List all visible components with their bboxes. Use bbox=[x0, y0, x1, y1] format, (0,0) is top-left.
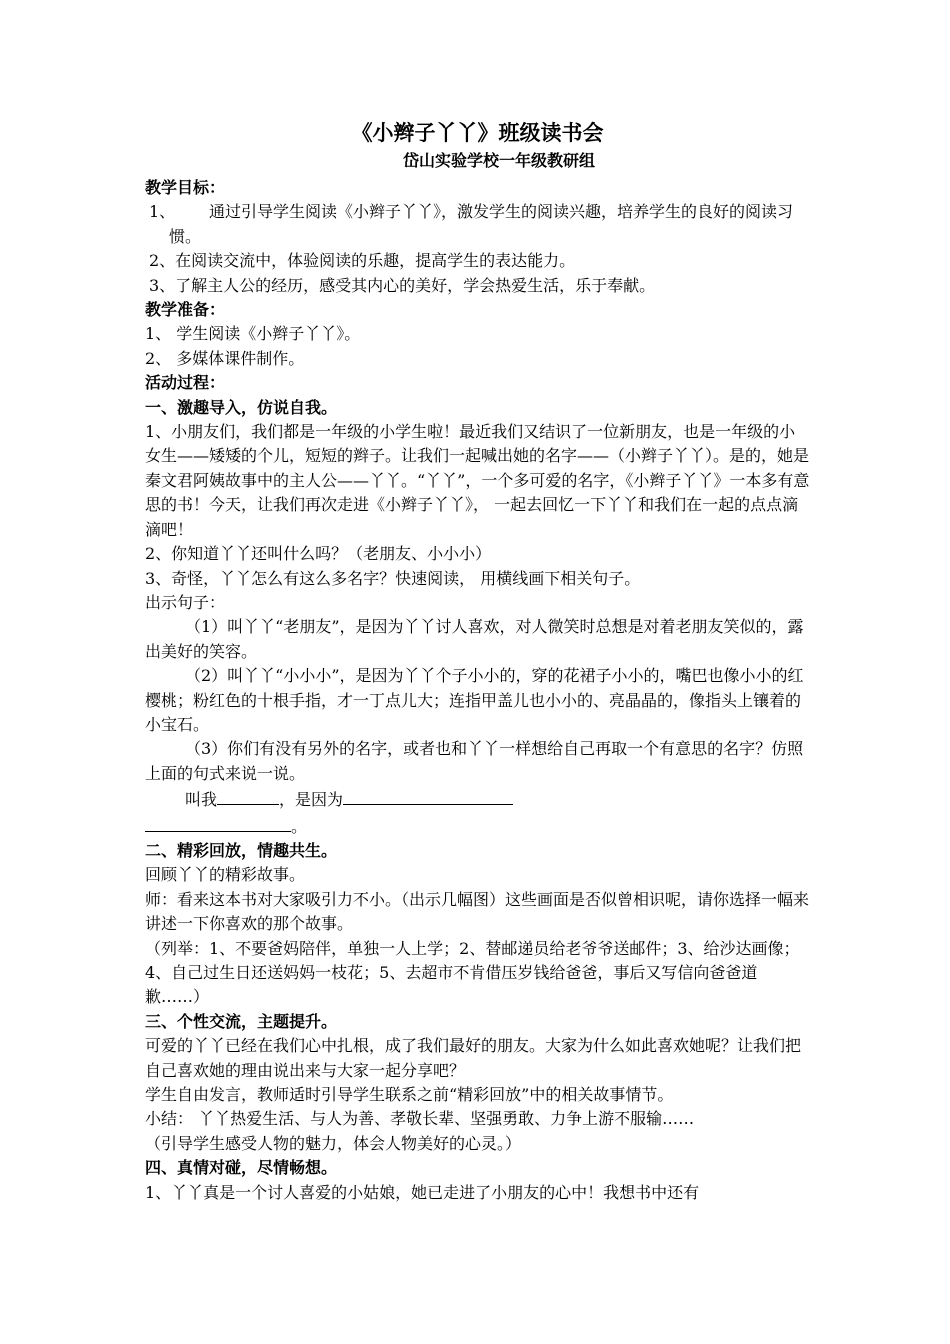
section-4-heading: 四、真情对碰，尽情畅想。 bbox=[145, 1158, 338, 1178]
section-1-paragraph-2: 2、你知道丫丫还叫什么吗？（老朋友、小小小） bbox=[145, 544, 492, 564]
sentence-3: （3）你们有没有另外的名字，或者也和丫丫一样想给自己再取一个有意思的名字？仿照上面的句式来说一说。 bbox=[145, 739, 804, 783]
process-heading: 活动过程： bbox=[145, 373, 226, 393]
goal-item-2: 2、在阅读交流中，体验阅读的乐趣，提高学生的表达能力。 bbox=[149, 251, 576, 271]
sentence-2: （2）叫丫丫“小小小”，是因为丫丫个子小小的，穿的花裙子小小的，嘴巴也像小小的红樱桃；粉红色的十根手指，才一丁点儿大；连指甲盖儿也小小的、亮晶晶的，像指头上镶着的小宝石。 bbox=[145, 666, 804, 734]
fill-prefix: 叫我 bbox=[185, 790, 218, 810]
section-3-paragraph-2: 学生自由发言，教师适时引导学生联系之前“精彩回放”中的相关故事情节。 bbox=[145, 1085, 674, 1105]
section-3-paragraph-3: 小结： 丫丫热爱生活、与人为善、孝敬长辈、坚强勇敢、力争上游不服输…… bbox=[145, 1109, 695, 1129]
prep-heading: 教学准备： bbox=[145, 300, 226, 320]
sentence-1: （1）叫丫丫“老朋友”，是因为丫丫讨人喜欢，对人微笑时总想是对着老朋友笑似的，露出美好的笑容。 bbox=[145, 617, 804, 661]
section-1-heading: 一、激趣导入，仿说自我。 bbox=[145, 397, 338, 417]
fill-middle: ，是因为 bbox=[279, 790, 344, 810]
document-author: 岱山实验学校一年级教研组 bbox=[403, 151, 596, 170]
goal-item-3: 3、了解主人公的经历，感受其内心的美好，学会热爱生活，乐于奉献。 bbox=[149, 275, 656, 295]
section-2-heading: 二、精彩回放，情趣共生。 bbox=[145, 840, 338, 860]
section-2-paragraph-2: 师：看来这本书对大家吸引力不小。（出示几幅图）这些画面是否似曾相识呢，请你选择一幅来讲述一下你喜欢的那个故事。 bbox=[145, 889, 810, 934]
goals-heading: 教学目标： bbox=[145, 178, 226, 197]
section-2-paragraph-1: 回顾丫丫的精彩故事。 bbox=[145, 865, 306, 885]
section-1-paragraph-4: 出示句子： bbox=[145, 592, 226, 612]
goal-item-1 bbox=[145, 200, 810, 249]
section-1-paragraph-3: 3、奇怪，丫丫怎么有这么多名字？快速阅读， 用横线画下相关句子。 bbox=[145, 568, 641, 588]
section-3-paragraph-1: 可爱的丫丫已经在我们心中扎根，成了我们最好的朋友。大家为什么如此喜欢她呢？让我们把自己喜欢她的理由说出来与大家一起分享吧？ bbox=[145, 1036, 802, 1080]
section-1-paragraph-1: 1、小朋友们，我们都是一年级的小学生啦！最近我们又结识了一位新朋友，也是一年级的小女生——矮矮的个儿，短短的辫子。让我们一起喊出她的名字——（小辫子丫丫）。是的，她是秦文君阿姨故事中的主人公——丫丫。“丫丫”，一个多可爱的名字，《小辫子丫丫》一本多有意思的书！今天，让我们再次走进《小辫子丫丫》， 一起去回忆一下丫丫和我们在一起的点点滴滴吧！ bbox=[145, 422, 810, 539]
fill-in-sentence-continued bbox=[145, 813, 810, 839]
goal-number: 1、 bbox=[149, 202, 176, 222]
fill-in-sentence bbox=[145, 786, 810, 812]
blank-underline bbox=[343, 786, 513, 805]
goal-text: 通过引导学生阅读《小辫子丫丫》，激发学生的阅读兴趣，培养学生的良好的阅读习惯。 bbox=[169, 202, 794, 246]
prep-item-1: 1、 学生阅读《小辫子丫丫》。 bbox=[145, 324, 361, 344]
section-3-paragraph-4: （引导学生感受人物的魅力，体会人物美好的心灵。） bbox=[145, 1133, 522, 1153]
document-title: 《小辫子丫丫》班级读书会 bbox=[351, 120, 604, 145]
section-3-heading: 三、个性交流，主题提升。 bbox=[145, 1011, 338, 1031]
blank-underline bbox=[217, 786, 279, 805]
section-4-paragraph-1: 1、丫丫真是一个讨人喜爱的小姑娘，她已走进了小朋友的心中！我想书中还有 bbox=[145, 1182, 700, 1202]
prep-item-2: 2、 多媒体课件制作。 bbox=[145, 348, 305, 368]
document-body bbox=[145, 118, 810, 1205]
fill-end: 。 bbox=[291, 816, 308, 836]
blank-underline bbox=[145, 813, 291, 832]
section-2-paragraph-3: （列举：1、不要爸妈陪伴，单独一人上学；2、替邮递员给老爷爷送邮件；3、给沙达画像；4、自己过生日还送妈妈一枝花；5、去超市不肯借压岁钱给爸爸，事后又写信向爸爸道歉……） bbox=[145, 938, 800, 1007]
